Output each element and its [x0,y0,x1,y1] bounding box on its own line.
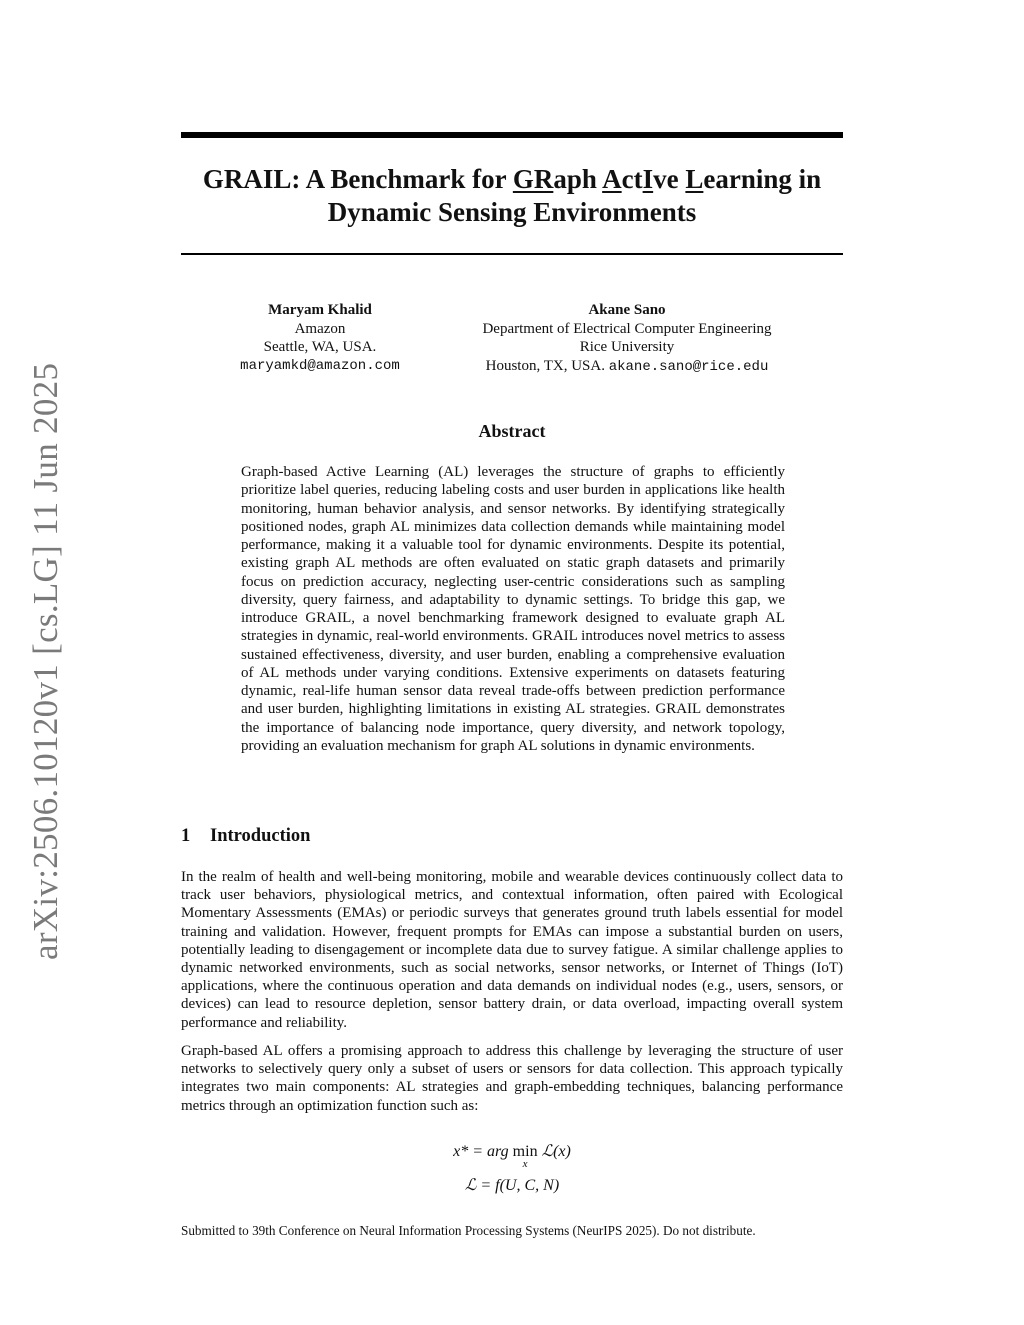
author-institution: Rice University [579,339,675,355]
section-number: 1 [181,826,191,846]
title-part: GRAIL: A Benchmark for [202,164,513,194]
author-location-email [447,357,807,377]
submission-footer: Submitted to 39th Conference on Neural Information Processing Systems (NeurIPS 2025). Do not distribute. [181,1223,756,1238]
section-heading-introduction [181,826,310,847]
abstract-text: Graph-based Active Learning (AL) leverages the structure of graphs to efficiently prioritize label queries, reducing labeling costs and user burden in applications like health monitoring, human behavior analysis, and sensor networks. By identifying strategically positioned nodes, graph AL minimizes data collection demands while maintaining model performance, making it a valuable tool for dynamic environments. Despite its potential, existing graph AL methods are often evaluated on static graph datasets and primarily focus on prediction accuracy, neglecting user-centric considerations such as sampling diversity, query fairness, and adaptability to dynamic settings. To bridge this gap, we introduce GRAIL, a novel benchmarking framework designed to evaluate graph AL strategies in dynamic, real-world environments. GRAIL introduces novel metrics to assess sustained effectiveness, diversity, and user burden, enabling a comprehensive evaluation of AL methods under varying conditions. Extensive experiments on datasets featuring dynamic, real-life human sensor data reveal trade-offs between prediction performance and user burden, highlighting limitations in existing AL strategies. GRAIL demonstrates the importance of balancing node importance, query diversity, and network topology, providing an evaluation mechanism for graph AL solutions in dynamic environments. [241,464,785,754]
title-underlined-letter: A [602,164,622,194]
paragraph: In the realm of health and well-being monitoring, mobile and wearable devices continuously collect data to track user behaviors, physiological metrics, and contextual information, often paired with Ecological Momentary Assessments (EMAs) or periodic surveys that generates ground truth labels essential for model training and validation. However, frequent prompts for EMAs can impose a substantial burden on users, potentially leading to disengagement or incomplete data due to survey fatigue. A similar challenge applies to dynamic networked environments, such as social networks, sensor networks, or Internet of Things (IoT) applications, where the continuous operation and data demands on individual nodes (e.g., users, sensors, or devices) can lead to resource depletion, sensor battery drain, or data overload, impacting overall system performance and reliability. [181,869,843,1031]
author-block-1 [220,301,420,375]
title-part: ct [621,164,643,194]
author-name: Akane Sano [588,302,666,318]
equation-rhs: ℒ(x) [537,1143,571,1160]
title-part: aph [553,164,603,194]
author-name: Maryam Khalid [268,302,372,318]
equation-min-label: min [512,1143,538,1160]
title-rule-top [181,132,843,138]
author-affiliation: Amazon [294,320,346,337]
title-part: ve [653,164,686,194]
author-block-2 [447,301,807,376]
arxiv-identifier-stamp: arXiv:2506.10120v1 [cs.LG] 11 Jun 2025 [26,362,65,960]
title-part: earning in [703,164,822,194]
title-underlined-letter: GR [512,164,554,194]
title-underlined-letter: I [642,164,654,194]
author-affiliation: Department of Electrical Computer Engineering [482,320,772,337]
title-underlined-letter: L [685,164,704,194]
author-email: maryamkd@amazon.com [240,357,400,374]
equation-min-operator [512,1143,538,1170]
title-rule-bottom [181,253,843,255]
equation-argmin [380,1141,644,1170]
abstract-heading: Abstract [478,421,546,441]
equation-min-subscript: x [522,1158,528,1170]
equation-lhs: x* = arg [453,1143,513,1160]
equation-loss-definition: ℒ = f(U, C, N) [464,1177,560,1194]
paper-title [160,163,864,229]
title-line-2: Dynamic Sensing Environments [327,197,697,227]
author-location: Seattle, WA, USA. [263,339,377,355]
section-title: Introduction [210,826,311,846]
author-location: Houston, TX, USA. [485,357,605,374]
paragraph: Graph-based AL offers a promising approach to address this challenge by leveraging the structure of user networks to selectively query only a subset of users or sensors for data collection. This approach typically integrates two main components: AL strategies and graph-embedding techniques, balancing performance metrics through an optimization function such as: [181,1043,843,1114]
author-email: akane.sano@rice.edu [608,358,769,375]
